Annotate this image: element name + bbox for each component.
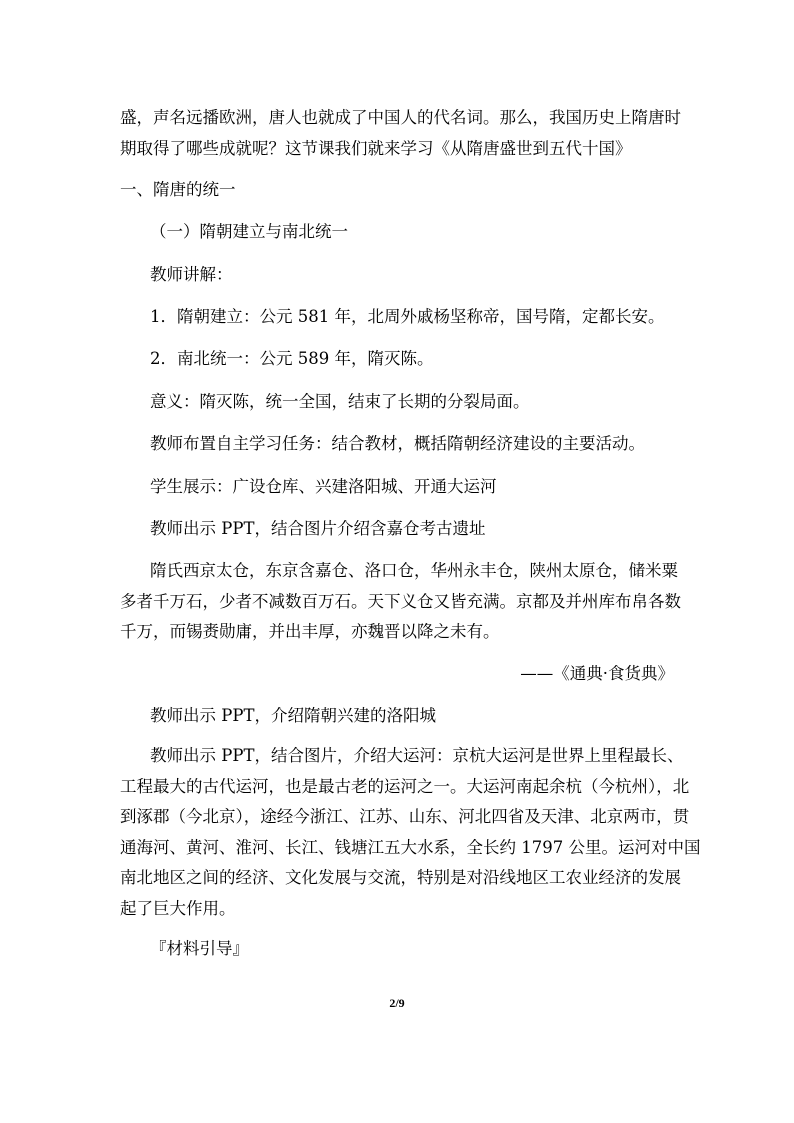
intro-paragraph xyxy=(120,103,681,164)
point-1: 1．隋朝建立：公元 581 年，北周外戚杨坚称帝，国号隋，定都长安。 xyxy=(150,307,665,326)
point-2: 2．南北统一：公元 589 年，隋灭陈。 xyxy=(150,349,434,368)
intro-line-2: 期取得了哪些成就呢？这节课我们就来学习《从隋唐盛世到五代十国》 xyxy=(120,138,632,158)
canal-line-2: 工程最大的古代运河，也是最古老的运河之一。大运河南起余杭（今杭州），北 xyxy=(120,776,690,796)
canal-line-5: 南北地区之间的经济、文化发展与交流，特别是对沿线地区工农业经济的发展 xyxy=(120,868,681,887)
significance-text: 意义：隋灭陈，统一全国，结束了长期的分裂局面。 xyxy=(150,392,530,411)
quote-line-3: 千万，而锡赉勋庸，并出丰厚，亦魏晋以降之未有。 xyxy=(120,622,500,641)
quote-block xyxy=(120,556,681,648)
task-text: 教师布置自主学习任务：结合教材，概括隋朝经济建设的主要活动。 xyxy=(150,434,645,453)
section-heading: 一、隋唐的统一 xyxy=(120,180,236,199)
page-number: 2/9 xyxy=(389,996,405,1010)
intro-line-1: 盛，声名远播欧洲，唐人也就成了中国人的代名词。那么，我国历史上隋唐时 xyxy=(120,108,681,127)
ppt-granary-text: 教师出示 PPT，结合图片介绍含嘉仓考古遗址 xyxy=(150,519,486,538)
ppt-luoyang-text: 教师出示 PPT，介绍隋朝兴建的洛阳城 xyxy=(150,706,436,725)
student-show-text: 学生展示：广设仓库、兴建洛阳城、开通大运河 xyxy=(150,477,497,496)
quote-line-2: 多者千万石，少者不减数百万石。天下义仓又皆充满。京都及并州库布帛各数 xyxy=(120,591,681,611)
canal-line-6: 起了巨大作用。 xyxy=(120,898,236,918)
quote-line-1: 隋氏西京太仓，东京含嘉仓、洛口仓，华州永丰仓，陕州太原仓，储米粟 xyxy=(150,561,678,580)
canal-line-1: 教师出示 PPT，结合图片，介绍大运河：京杭大运河是世界上里程最长、 xyxy=(150,746,684,765)
canal-line-4: 通海河、黄河、淮河、长江、钱塘江五大水系，全长约 1797 公里。运河对中国 xyxy=(120,837,701,857)
subsection-heading: （一）隋朝建立与南北统一 xyxy=(150,222,348,241)
canal-paragraph xyxy=(120,741,700,924)
teacher-explain-label: 教师讲解： xyxy=(150,265,233,284)
quote-source: ——《通典·食货典》 xyxy=(520,664,674,683)
canal-line-3: 到涿郡（今北京），途经今浙江、江苏、山东、河北四省及天津、北京两市，贯 xyxy=(120,807,690,826)
material-guide: 『材料引导』 xyxy=(150,939,249,958)
